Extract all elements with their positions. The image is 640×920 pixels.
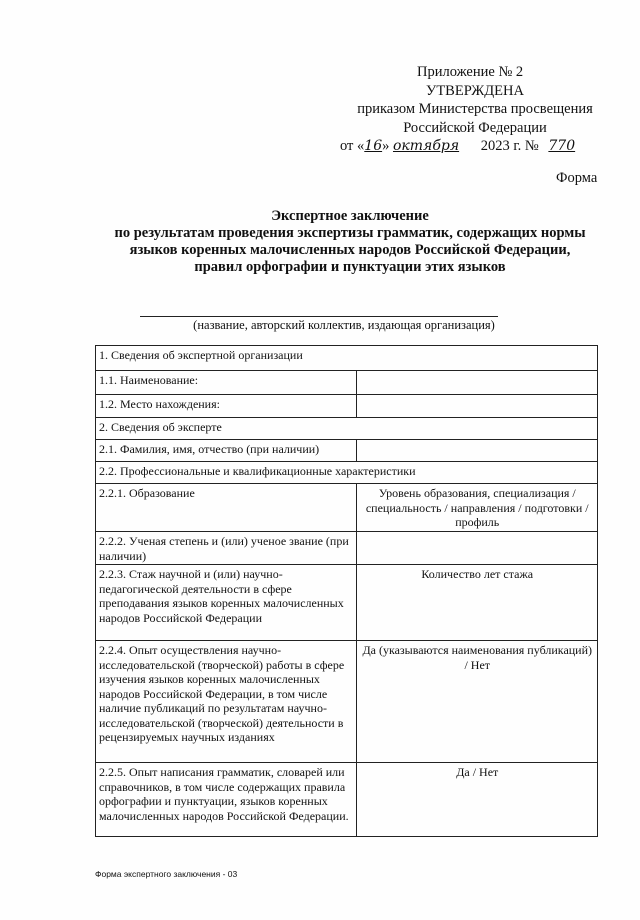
row-1-2-value [357, 395, 598, 418]
title-line-2: по результатам проведения экспертизы грамматик, содержащих нормы [114, 225, 586, 241]
title-line-3: языков коренных малочисленных народов Российской Федерации, [129, 242, 571, 258]
order-day: 16 [364, 138, 383, 154]
order-date-line: от «16» октября 2023 г. № 770 [340, 137, 610, 156]
row-1-2-label: 1.2. Место нахождения: [96, 395, 357, 418]
title-line-4: правил орфографии и пунктуации этих языков [194, 259, 506, 275]
row-2-2-5-label: 2.2.5. Опыт написания грамматик, словарей или справочников, в том числе содержащих правила орфографии и пунктуации, языков коренных малочисленных народов Российской Федерации. [96, 763, 357, 837]
row-2-2-1-value: Уровень образования, специализация / специальность / направления / подготовки / профиль [357, 484, 598, 532]
row-2-2-5-value: Да / Нет [357, 763, 598, 837]
order-number: 770 [548, 138, 576, 154]
row-2: 2. Сведения об эксперте [96, 418, 598, 440]
approved-label: УТВЕРЖДЕНА [426, 82, 524, 99]
row-2-2-1-label: 2.2.1. Образование [96, 484, 357, 532]
document-title [60, 208, 640, 276]
row-2-2-3-label: 2.2.3. Стаж научной и (или) научно-педагогической деятельности в сфере преподавания языков коренных малочисленных народов Российской Федерации [96, 565, 357, 641]
order-line-1: приказом Министерства просвещения [357, 101, 593, 117]
subject-caption: (название, авторский коллектив, издающая организация) [193, 318, 495, 332]
row-2-2-4-label: 2.2.4. Опыт осуществления научно-исследовательской (творческой) работы в сфере изучения языков коренных малочисленных народов Российской Федерации, в том числе наличие публикаций по результатам научно-исследовательской (творческой) деятельности в рецензируемых научных изданиях [96, 641, 357, 763]
approval-block [340, 63, 610, 156]
footer-text: Форма экспертного заключения - 03 [95, 869, 238, 879]
row-2-1-value [357, 440, 598, 462]
form-label: Форма [556, 170, 598, 186]
row-2-1-label: 2.1. Фамилия, имя, отчество (при наличии) [96, 440, 357, 462]
appendix-label: Приложение № 2 [417, 64, 524, 80]
order-month: октября [392, 138, 460, 154]
row-2-2-3-value: Количество лет стажа [357, 565, 598, 641]
row-2-2: 2.2. Профессиональные и квалификационные характеристики [96, 462, 598, 484]
subject-fill-line [140, 316, 498, 317]
expert-table [95, 345, 598, 837]
row-1-1-label: 1.1. Наименование: [96, 371, 357, 395]
row-1-1-value [357, 371, 598, 395]
row-2-2-2-label: 2.2.2. Ученая степень и (или) ученое звание (при наличии) [96, 532, 357, 565]
title-line-1: Экспертное заключение [271, 208, 429, 224]
order-line-2: Российской Федерации [403, 119, 547, 136]
row-1: 1. Сведения об экспертной организации [96, 346, 598, 371]
row-2-2-4-value: Да (указываются наименования публикаций) / Нет [357, 641, 598, 763]
row-2-2-2-value [357, 532, 598, 565]
